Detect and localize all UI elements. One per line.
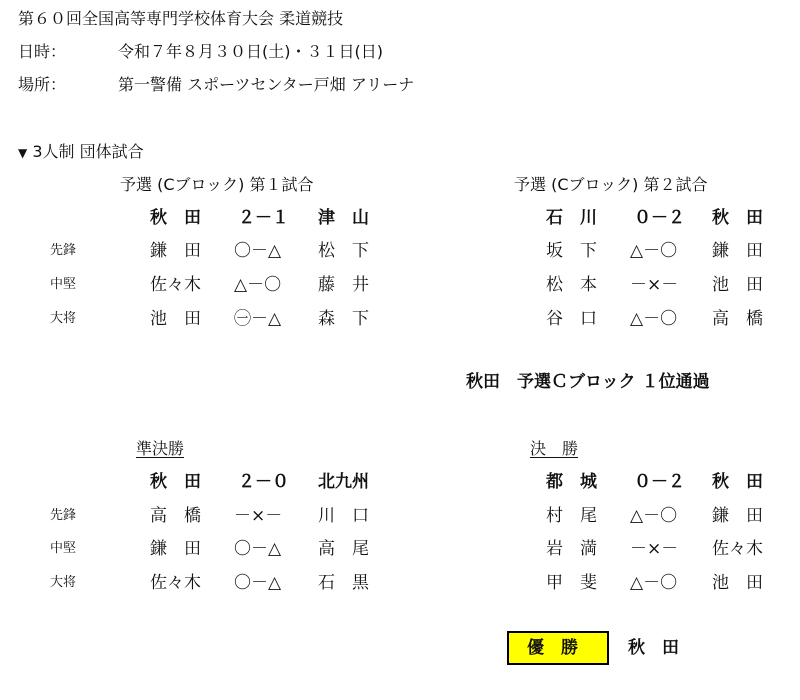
match4-row1-result: △－〇 <box>630 506 678 526</box>
match4-row2-result: －×－ <box>630 539 679 559</box>
advance-note: 秋田 予選Ｃブロック １位通過 <box>466 372 710 392</box>
place-label: 場所： <box>18 75 67 94</box>
position-label: 中堅 <box>50 541 77 556</box>
match3-row3-result: 〇－△ <box>234 573 282 593</box>
section-title: 3人制 団体試合 <box>32 142 144 161</box>
match4-row1-b: 鎌 田 <box>712 506 763 526</box>
match3-caption: 準決勝 <box>136 439 185 458</box>
match1-row3-a: 池 田 <box>150 309 201 329</box>
match2-team-b: 秋 田 <box>712 208 763 228</box>
match3-row3-a: 佐々木 <box>150 573 201 593</box>
match3-team-a: 秋 田 <box>150 472 201 492</box>
match4-row2-b: 佐々木 <box>712 539 763 559</box>
document-title: 第６０回全国高等専門学校体育大会 柔道競技 <box>18 9 344 28</box>
match1-row2-b: 藤 井 <box>318 275 369 295</box>
match1-caption: 予選 (Cブロック) 第１試合 <box>120 175 314 194</box>
match1-row1-b: 松 下 <box>318 241 369 261</box>
champion-team: 秋 田 <box>628 638 679 658</box>
match2-row3-b: 高 橋 <box>712 309 763 329</box>
champion-label: 優 勝 <box>527 638 578 658</box>
match2-team-a: 石 川 <box>546 208 597 228</box>
match1-team-a: 秋 田 <box>150 208 201 228</box>
match2-row3-result: △－〇 <box>630 309 678 329</box>
match1-row3-b: 森 下 <box>318 309 369 329</box>
section-header <box>18 144 144 160</box>
match2-row1-result: △－〇 <box>630 241 678 261</box>
match4-row1-a: 村 尾 <box>546 506 597 526</box>
match2-row1-a: 坂 下 <box>546 241 597 261</box>
match4-row3-b: 池 田 <box>712 573 763 593</box>
triangle-down-icon: ▼ <box>18 146 28 160</box>
match4-score: ０－２ <box>634 472 685 492</box>
match3-score: ２－０ <box>238 472 289 492</box>
match1-row1-a: 鎌 田 <box>150 241 201 261</box>
match3-row1-result: －×－ <box>234 506 283 526</box>
match3-row2-a: 鎌 田 <box>150 539 201 559</box>
position-label: 大将 <box>50 311 77 326</box>
match4-team-a: 都 城 <box>546 472 597 492</box>
match2-row2-a: 松 本 <box>546 275 597 295</box>
match3-row3-b: 石 黒 <box>318 573 369 593</box>
match2-row1-b: 鎌 田 <box>712 241 763 261</box>
match2-row2-b: 池 田 <box>712 275 763 295</box>
match1-team-b: 津 山 <box>318 208 369 228</box>
match4-team-b: 秋 田 <box>712 472 763 492</box>
match1-row3-result: ㊀－△ <box>234 309 282 329</box>
match1-row2-a: 佐々木 <box>150 275 201 295</box>
position-label: 先鋒 <box>50 243 77 258</box>
position-label: 中堅 <box>50 277 77 292</box>
place-value: 第一警備 スポーツセンター戸畑 アリーナ <box>118 75 415 94</box>
match2-row2-result: －×－ <box>630 275 679 295</box>
match2-row3-a: 谷 口 <box>546 309 597 329</box>
match3-row1-b: 川 口 <box>318 506 369 526</box>
match4-row3-result: △－〇 <box>630 573 678 593</box>
position-label: 先鋒 <box>50 508 77 523</box>
match4-caption: 決 勝 <box>530 439 579 458</box>
match2-score: ０－２ <box>634 208 685 228</box>
match3-row1-a: 高 橋 <box>150 506 201 526</box>
match4-row3-a: 甲 斐 <box>546 573 597 593</box>
match3-row2-b: 高 尾 <box>318 539 369 559</box>
match1-row2-result: △－〇 <box>234 275 282 295</box>
match2-caption: 予選 (Cブロック) 第２試合 <box>514 175 708 194</box>
match4-row2-a: 岩 満 <box>546 539 597 559</box>
match3-row2-result: 〇－△ <box>234 539 282 559</box>
match3-team-b: 北九州 <box>318 472 369 492</box>
match1-score: ２－１ <box>238 208 289 228</box>
match1-row1-result: 〇－△ <box>234 241 282 261</box>
date-value: 令和７年８月３０日(土)・３１日(日) <box>118 42 383 61</box>
date-label: 日時： <box>18 42 67 61</box>
position-label: 大将 <box>50 575 77 590</box>
